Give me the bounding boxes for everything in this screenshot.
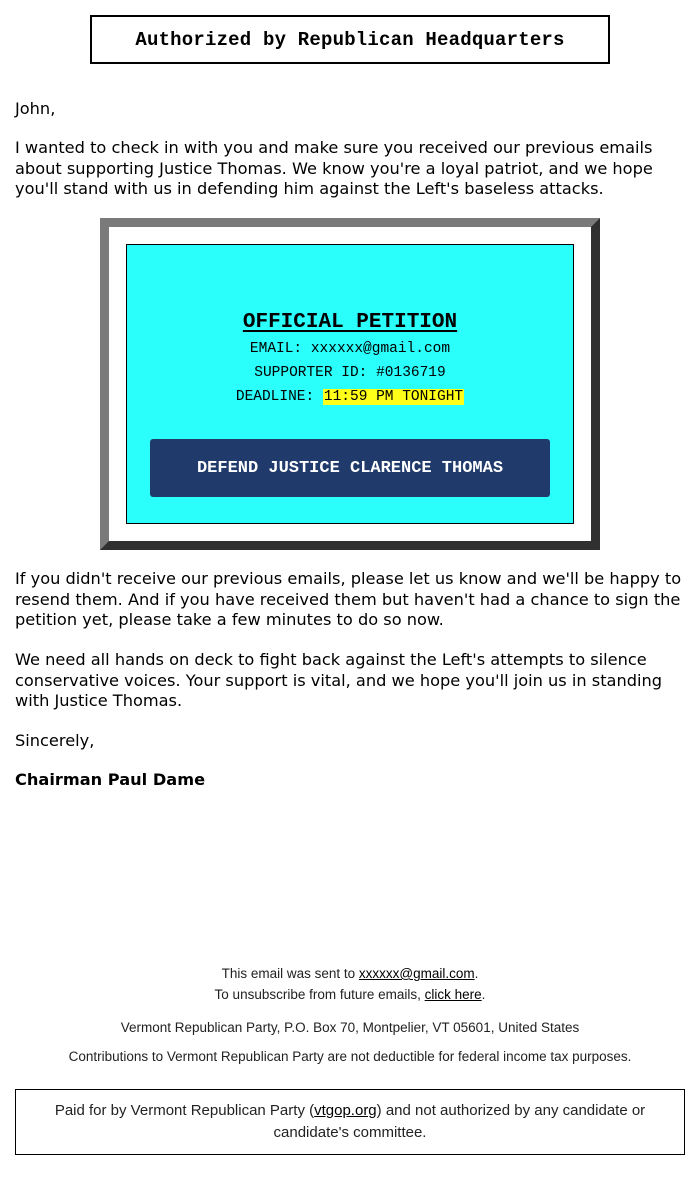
petition-panel — [126, 244, 574, 524]
footer-unsubscribe-line — [0, 986, 700, 1003]
footer-address: Vermont Republican Party, P.O. Box 70, Montpelier, VT 05601, United States — [120, 1020, 580, 1035]
footer-sent-suffix: . — [474, 966, 479, 981]
letter-paragraph-support: We need all hands on deck to fight back against the Left's attempts to silence conservative voices. Your support is vital, and we hope you'll join us in standing with Justice Thomas. — [15, 650, 663, 710]
letter-paragraph-resend: If you didn't receive our previous emails, please let us know and we'll be happy to resend them. And if you have received them but haven't had a chance to sign the petition yet, please take a few minutes to do so now. — [15, 569, 682, 629]
petition-title: OFFICIAL PETITION — [242, 311, 458, 334]
footer-unsubscribe-prefix: To unsubscribe from future emails, — [214, 987, 425, 1002]
footer-contributions-notice: Contributions to Vermont Republican Party are not deductible for federal income tax purposes. — [68, 1049, 632, 1064]
paid-for-suffix: ) and not authorized by any candidate or candidate's committee. — [273, 1102, 646, 1141]
petition-supporter-id-value: #0136719 — [376, 365, 446, 381]
petition-supporter-id-label: SUPPORTER ID: — [254, 365, 377, 381]
petition-supporter-id-field — [127, 364, 573, 382]
petition-email-label: EMAIL: — [249, 341, 311, 357]
petition-deadline-value: 11:59 PM TONIGHT — [323, 389, 464, 405]
paid-for-disclaimer-text — [36, 1100, 664, 1144]
paid-for-prefix: Paid for by Vermont Republican Party ( — [54, 1102, 315, 1119]
unsubscribe-link[interactable]: click here — [424, 987, 482, 1002]
letter-greeting: John, — [15, 99, 56, 118]
defend-justice-thomas-button[interactable]: DEFEND JUSTICE CLARENCE THOMAS — [150, 439, 550, 497]
petition-deadline-field — [127, 388, 573, 406]
petition-email-value: xxxxxx@gmail.com — [310, 341, 451, 357]
petition-email-field — [127, 340, 573, 358]
letter-signoff: Sincerely, — [15, 731, 95, 750]
footer-sent-to-line — [0, 965, 700, 982]
footer-unsubscribe-suffix: . — [481, 987, 486, 1002]
authorization-header — [90, 15, 610, 64]
vtgop-link[interactable]: vtgop.org — [314, 1102, 377, 1119]
petition-deadline-label: DEADLINE: — [235, 389, 323, 405]
letter-intro-paragraph: I wanted to check in with you and make sure you received our previous emails about supporting Justice Thomas. We know you're a loyal patriot, and we hope you'll stand with us in defending him against the Left's baseless attacks. — [15, 138, 653, 198]
petition-frame — [100, 218, 600, 550]
footer-email-link[interactable]: xxxxxx@gmail.com — [358, 966, 475, 981]
paid-for-disclaimer-box — [15, 1089, 685, 1155]
letter-signature: Chairman Paul Dame — [15, 770, 206, 789]
authorization-header-text: Authorized by Republican Headquarters — [135, 28, 565, 51]
footer-sent-prefix: This email was sent to — [221, 966, 359, 981]
